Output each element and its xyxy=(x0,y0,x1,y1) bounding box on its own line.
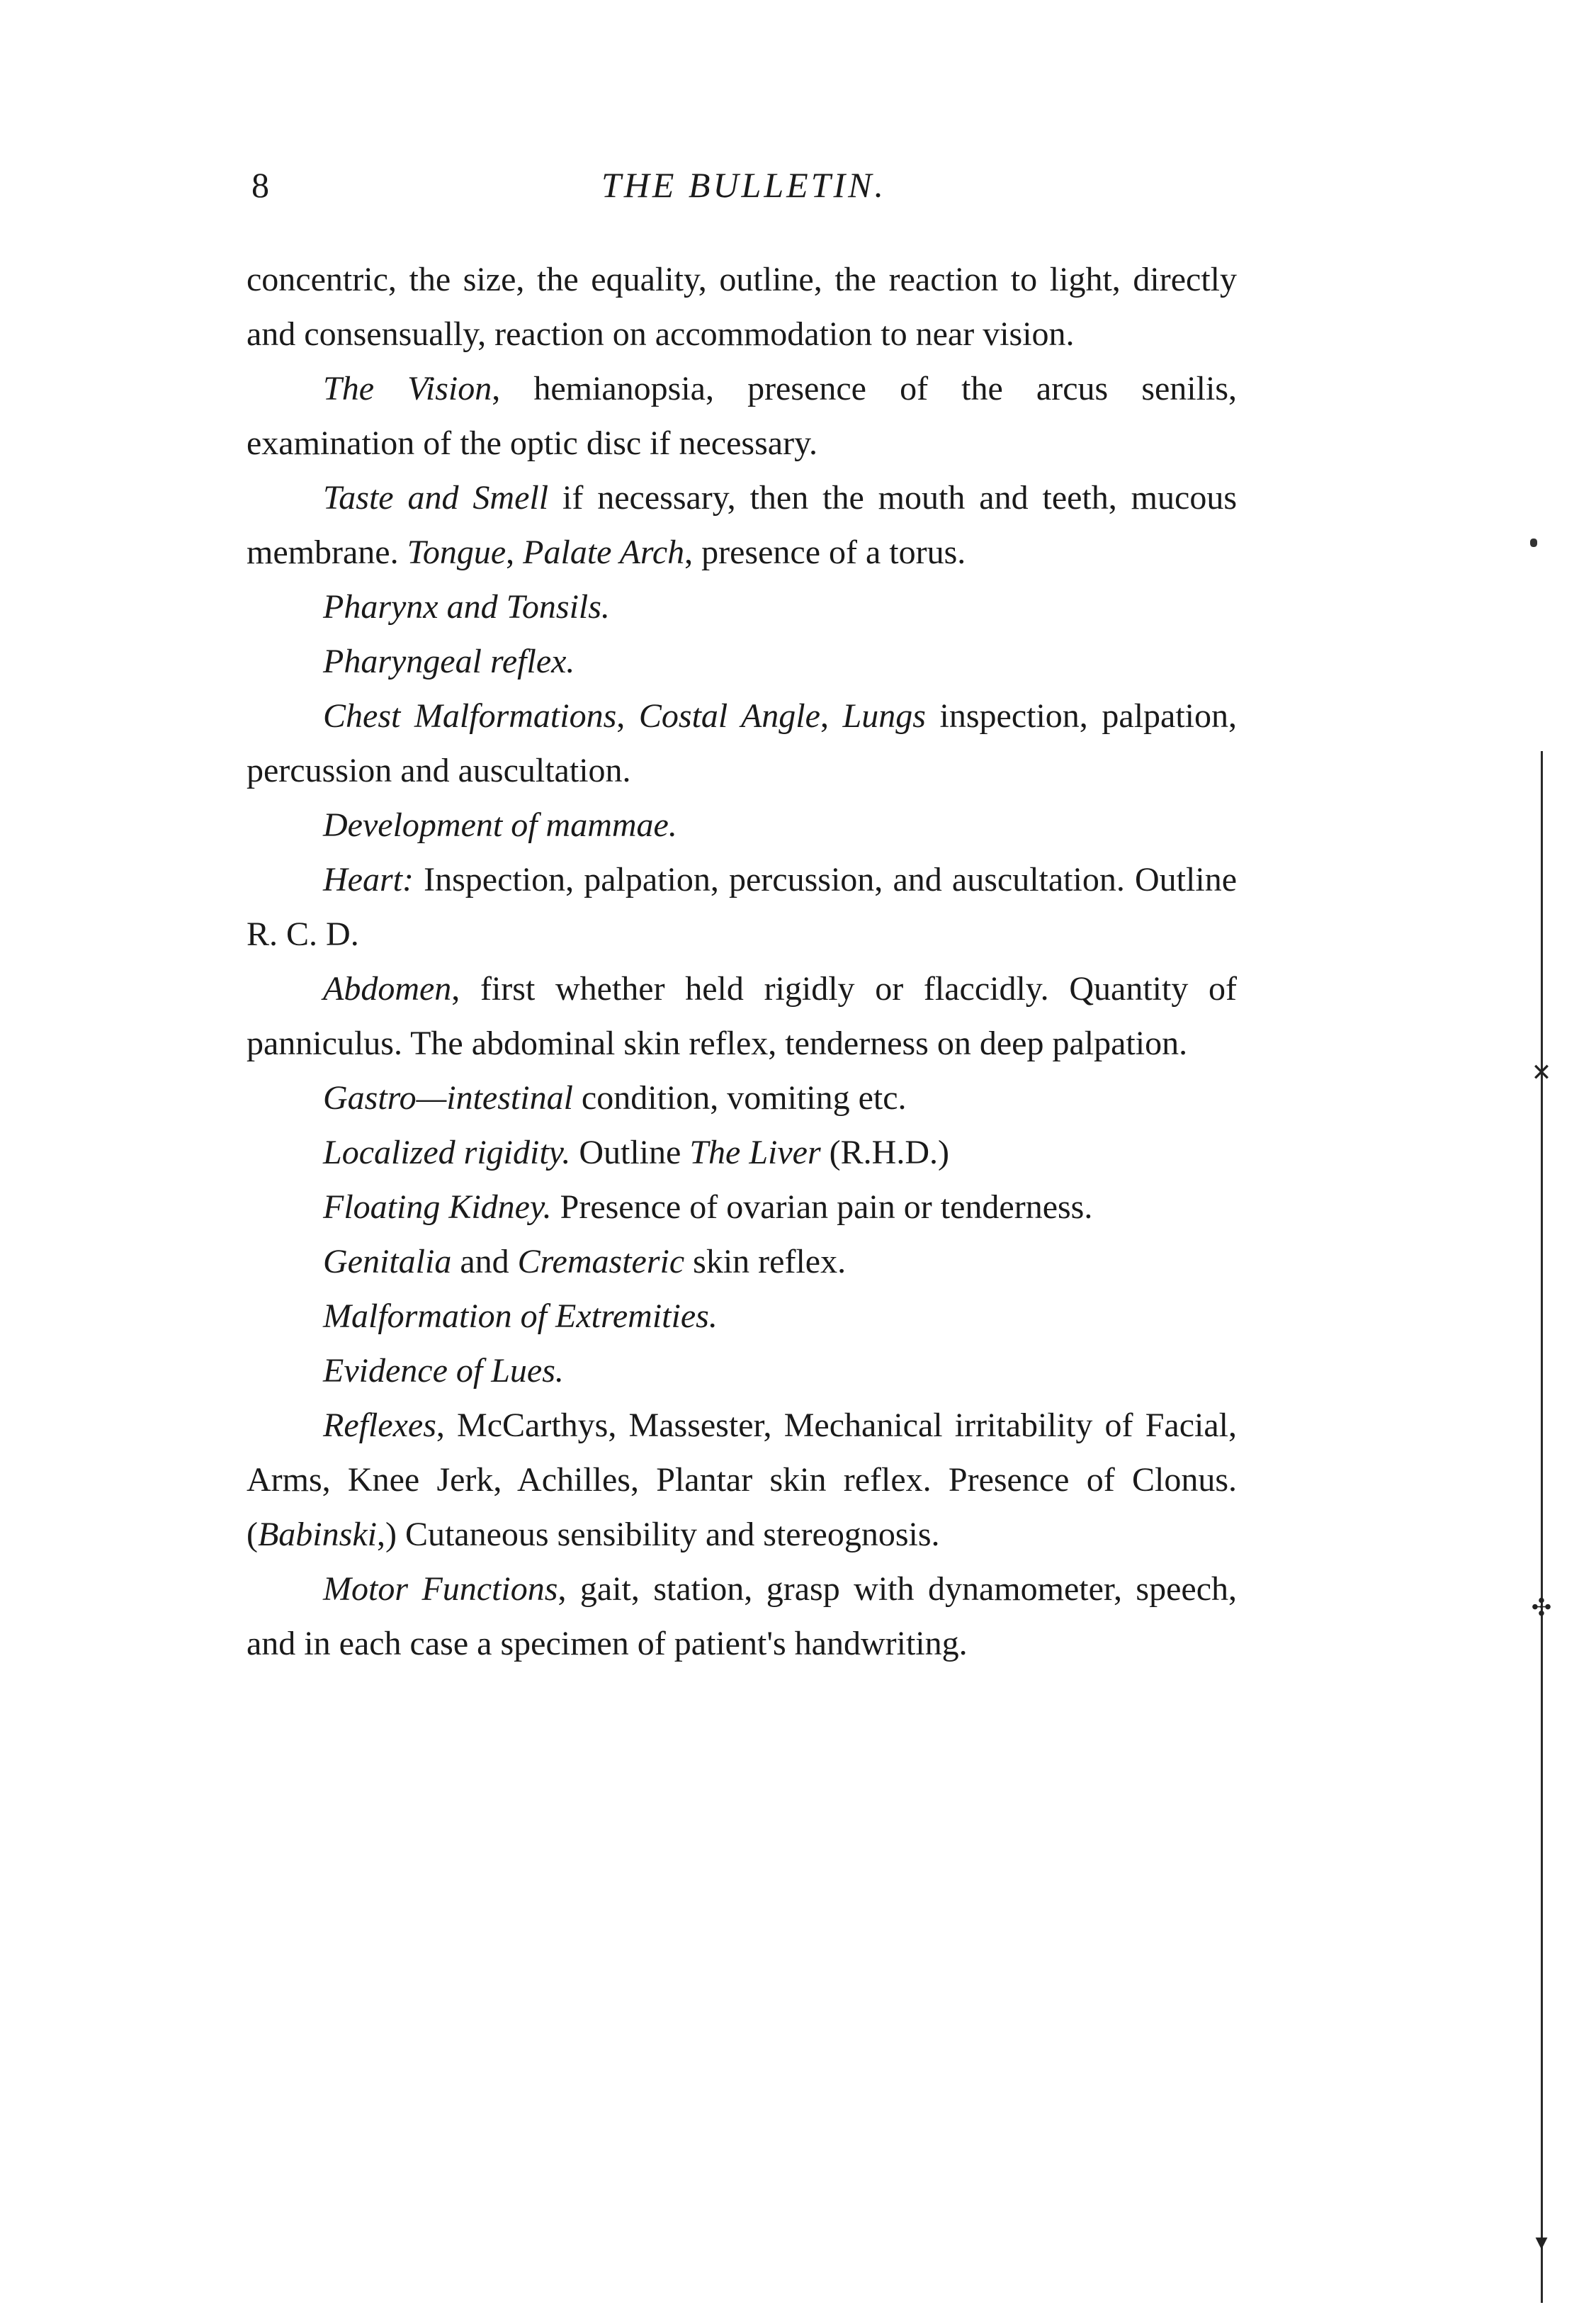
italic-run: Motor Functions xyxy=(323,1570,558,1608)
italic-run: Abdomen xyxy=(323,970,452,1008)
paragraph xyxy=(247,361,1237,470)
text-run: and xyxy=(451,1243,518,1280)
text-run: Presence of ovarian pain or tenderness. xyxy=(551,1188,1093,1226)
italic-run: Localized rigidity. xyxy=(323,1134,571,1171)
paragraph xyxy=(247,852,1237,962)
running-head: THE BULLETIN. xyxy=(601,165,887,205)
text-run: Outline xyxy=(570,1134,690,1171)
text-run: (R.H.D.) xyxy=(820,1134,949,1171)
paragraph xyxy=(247,1071,1237,1125)
text-run: , gait, station, grasp with dynamometer, speech, and in each case a specimen of patient's handwriting. xyxy=(247,1570,1237,1662)
margin-mark: ▾ xyxy=(1535,2229,1548,2255)
margin-mark: ✕ xyxy=(1531,1060,1552,1086)
paragraph xyxy=(247,1289,1237,1343)
paragraph xyxy=(247,1343,1237,1398)
italic-run: Heart: xyxy=(323,861,414,898)
page-header xyxy=(251,164,1236,221)
italic-run: Pharynx and Tonsils. xyxy=(323,588,610,626)
text-run: , xyxy=(820,697,843,735)
italic-run: Lungs xyxy=(842,697,926,735)
italic-run: Chest Malformations xyxy=(323,697,617,735)
italic-run: Palate Arch xyxy=(523,534,685,571)
italic-run: Development of mammae. xyxy=(323,806,677,844)
margin-mark: ✣ xyxy=(1531,1595,1552,1621)
italic-run: Malformation of Extremities. xyxy=(323,1297,718,1335)
paragraph xyxy=(247,470,1237,580)
body-text xyxy=(247,252,1237,1671)
italic-run: Tongue xyxy=(407,534,506,571)
text-run: , xyxy=(506,534,523,571)
paragraph xyxy=(247,1234,1237,1289)
paragraph xyxy=(247,1125,1237,1180)
italic-run: Floating Kidney. xyxy=(323,1188,552,1226)
margin-rule xyxy=(1541,751,1543,2303)
italic-run: Reflexes xyxy=(323,1407,436,1444)
paragraph xyxy=(247,689,1237,798)
italic-run: Evidence of Lues. xyxy=(323,1352,564,1390)
text-run: if necessary, then the mouth and teeth, mucous membrane. xyxy=(247,479,1238,571)
italic-run: The Liver xyxy=(689,1134,821,1171)
text-run: inspection, palpation, percussion and auscultation. xyxy=(247,697,1238,789)
text-run: condition, vomiting etc. xyxy=(572,1079,907,1117)
paragraph xyxy=(247,252,1237,361)
page-number: 8 xyxy=(251,165,269,205)
italic-run: Costal Angle xyxy=(638,697,820,735)
text-run: skin reflex. xyxy=(684,1243,847,1280)
italic-run: Pharyngeal reflex. xyxy=(323,643,575,680)
paragraph xyxy=(247,798,1237,852)
paragraph xyxy=(247,1398,1237,1562)
stray-dot xyxy=(1530,539,1537,547)
text-run: , hemianopsia, presence of the arcus senilis, examination of the optic disc if necessary. xyxy=(247,370,1237,462)
italic-run: The Vision xyxy=(323,370,492,407)
paragraph xyxy=(247,1562,1237,1671)
paragraph xyxy=(247,580,1237,634)
italic-run: Taste and Smell xyxy=(323,479,549,517)
italic-run: Gastro—intestinal xyxy=(323,1079,573,1117)
italic-run: Babinski xyxy=(257,1516,377,1553)
italic-run: Cremasteric xyxy=(517,1243,685,1280)
paragraph xyxy=(247,962,1237,1071)
text-run: concentric, the size, the equality, outline, the reaction to light, directly and consensually, reaction on accommodation to near vision. xyxy=(247,261,1237,353)
text-run: , xyxy=(616,697,639,735)
text-run: , first whether held rigidly or flaccidly. Quantity of panniculus. The abdominal skin reflex, tenderness on deep palpation. xyxy=(247,970,1237,1062)
text-run: , McCarthys, Massester, Mechanical irritability of Facial, Arms, Knee Jerk, Achilles, Plantar skin reflex. Presence of Clonus. ( xyxy=(247,1407,1237,1553)
text-run: ,) Cutaneous sensibility and stereognosis. xyxy=(376,1516,940,1553)
paragraph xyxy=(247,1180,1237,1234)
italic-run: Genitalia xyxy=(323,1243,452,1280)
text-run: Inspection, palpation, percussion, and auscultation. Outline R. C. D. xyxy=(247,861,1237,953)
paragraph xyxy=(247,634,1237,689)
text-run: , presence of a torus. xyxy=(684,534,966,571)
